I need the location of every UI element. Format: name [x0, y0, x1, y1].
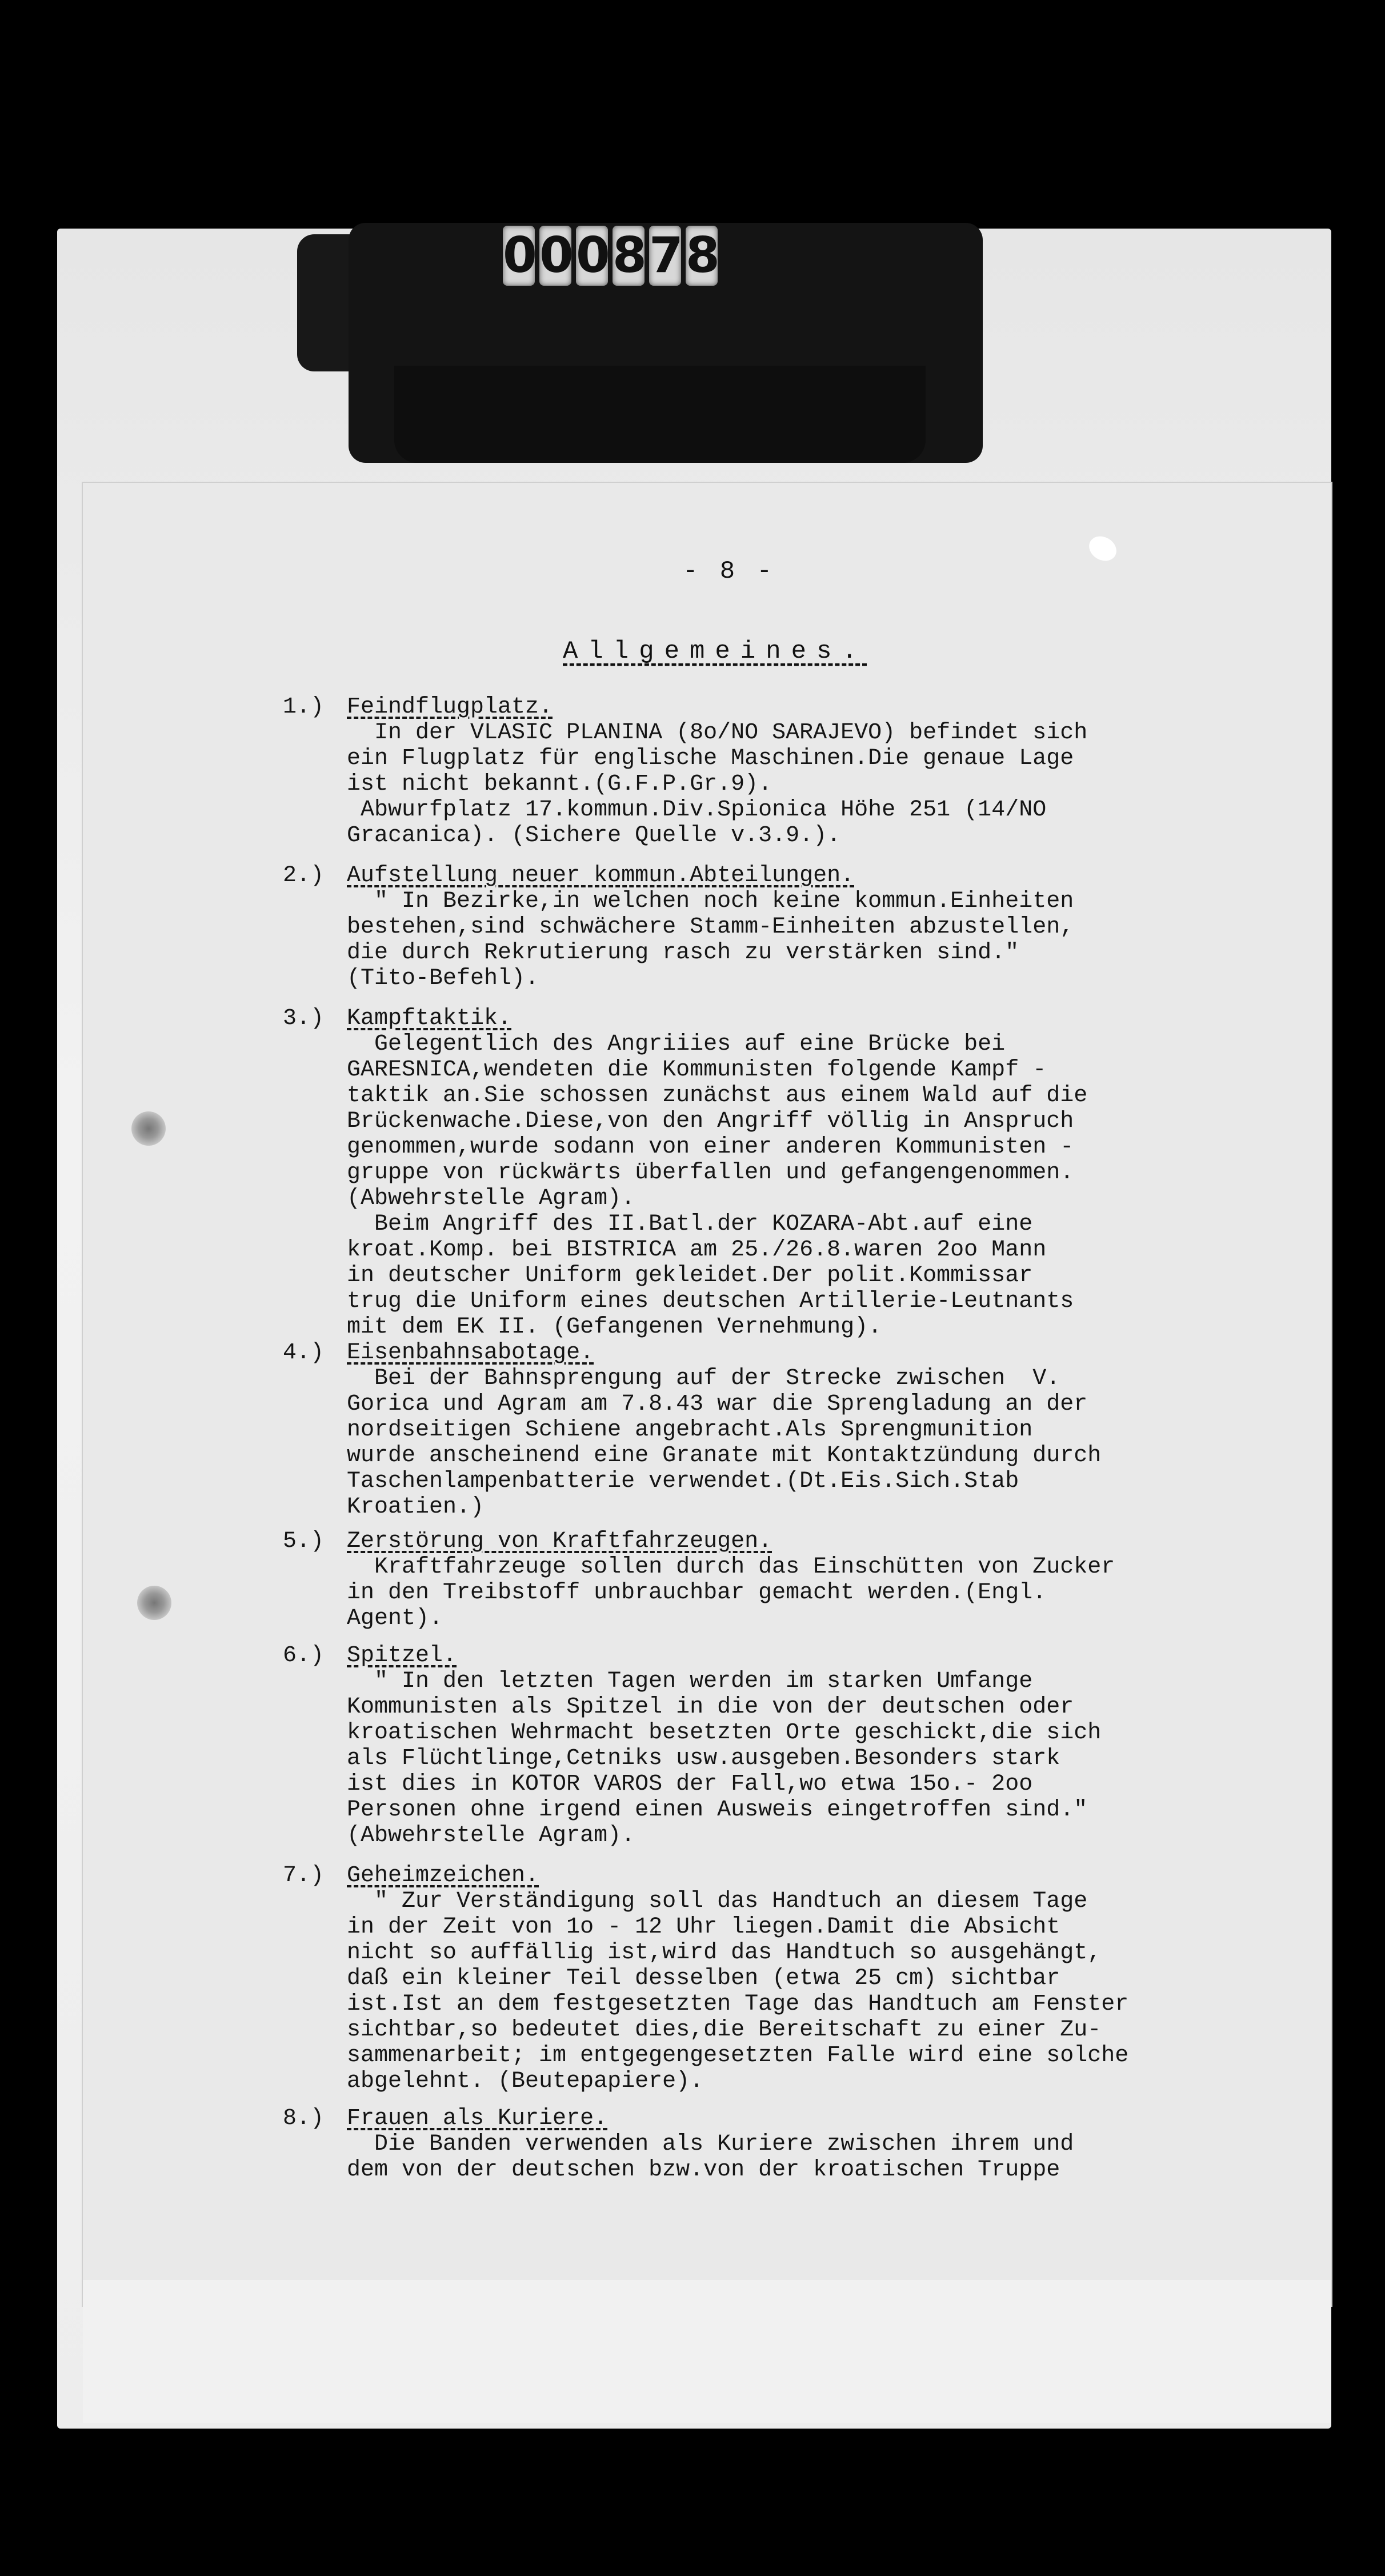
text-line: ein Flugplatz für englische Maschinen.Die genaue Lage — [347, 746, 1074, 771]
text-line: " In Bezirke,in welchen noch keine kommun.Einheiten — [347, 889, 1074, 914]
section-title: Eisenbahnsabotage. — [347, 1340, 594, 1366]
text-line: " Zur Verständigung soll das Handtuch an diesem Tage — [347, 1889, 1088, 1914]
text-line: Gracanica). (Sichere Quelle v.3.9.). — [347, 823, 841, 849]
text-line: Beim Angriff des II.Batl.der KOZARA-Abt.auf eine — [347, 1211, 1033, 1237]
punch-hole — [131, 1111, 166, 1146]
text-line: Kraftfahrzeuge sollen durch das Einschütten von Zucker — [347, 1554, 1115, 1580]
section-number: 4.) — [283, 1340, 325, 1366]
text-line: wurde anscheinend eine Granate mit Kontaktzündung durch — [347, 1443, 1102, 1469]
text-line: Die Banden verwenden als Kuriere zwischen ihrem und — [347, 2131, 1074, 2157]
text-line: nicht so auffällig ist,wird das Handtuch so ausgehängt, — [347, 1940, 1102, 1966]
section-title: Feindflugplatz. — [347, 694, 553, 720]
text-line: ist.Ist an dem festgesetzten Tage das Handtuch am Fenster — [347, 1991, 1129, 2017]
text-line: Agent). — [347, 1606, 443, 1631]
text-line: die durch Rekrutierung rasch zu verstärken sind." — [347, 940, 1019, 966]
section-title: Frauen als Kuriere. — [347, 2106, 608, 2131]
section-body — [347, 1366, 1238, 1520]
counter-digit: 8 — [686, 226, 718, 286]
text-line: Gelegentlich des Angriiies auf eine Brücke bei — [347, 1031, 1006, 1057]
text-line: kroat.Komp. bei BISTRICA am 25./26.8.waren 2oo Mann — [347, 1237, 1047, 1263]
section-body — [347, 1889, 1238, 2094]
section-number: 6.) — [283, 1643, 325, 1669]
text-line: daß ein kleiner Teil desselben (etwa 25 cm) sichtbar — [347, 1966, 1060, 1991]
frame-counter — [503, 226, 718, 289]
text-line: Abwurfplatz 17.kommun.Div.Spionica Höhe 251 (14/NO — [347, 797, 1047, 823]
text-line: kroatischen Wehrmacht besetzten Orte geschickt,die sich — [347, 1720, 1102, 1746]
section-body — [347, 720, 1238, 849]
section-title: Aufstellung neuer kommun.Abteilungen. — [347, 863, 855, 889]
text-line: gruppe von rückwärts überfallen und gefangengenommen. — [347, 1160, 1074, 1186]
section-title: Kampftaktik. — [347, 1006, 512, 1031]
section-number: 1.) — [283, 694, 325, 720]
text-line: nordseitigen Schiene angebracht.Als Sprengmunition — [347, 1417, 1033, 1443]
text-line: sammenarbeit; im entgegengesetzten Falle wird eine solche — [347, 2043, 1129, 2069]
text-line: Kommunisten als Spitzel in die von der deutschen oder — [347, 1694, 1074, 1720]
text-line: trug die Uniform eines deutschen Artillerie-Leutnants — [347, 1289, 1074, 1314]
text-line: mit dem EK II. (Gefangenen Vernehmung). — [347, 1314, 882, 1340]
section-body — [347, 2131, 1238, 2183]
text-line: in deutscher Uniform gekleidet.Der polit.Kommissar — [347, 1263, 1033, 1289]
text-line: (Abwehrstelle Agram). — [347, 1823, 635, 1849]
text-line: in den Treibstoff unbrauchbar gemacht werden.(Engl. — [347, 1580, 1047, 1606]
clamp-foot — [394, 366, 926, 463]
page-lower-strip — [83, 2280, 1331, 2423]
text-line: (Tito-Befehl). — [347, 966, 539, 991]
text-line: abgelehnt. (Beutepapiere). — [347, 2069, 704, 2094]
punch-hole — [137, 1586, 171, 1620]
section-title: Geheimzeichen. — [347, 1863, 539, 1889]
text-line: bestehen,sind schwächere Stamm-Einheiten abzustellen, — [347, 914, 1074, 940]
text-line: Brückenwache.Diese,von den Angriff völlig in Anspruch — [347, 1109, 1074, 1134]
section-title: Spitzel. — [347, 1643, 457, 1669]
section-number: 5.) — [283, 1529, 325, 1554]
text-line: taktik an.Sie schossen zunächst aus einem Wald auf die — [347, 1083, 1088, 1109]
text-line: In der VLASIC PLANINA (8o/NO SARAJEVO) befindet sich — [347, 720, 1088, 746]
text-line: GARESNICA,wendeten die Kommunisten folgende Kampf - — [347, 1057, 1047, 1083]
text-line: ist dies in KOTOR VAROS der Fall,wo etwa 15o.- 2oo — [347, 1771, 1033, 1797]
section-number: 7.) — [283, 1863, 325, 1889]
text-line: Personen ohne irgend einen Ausweis eingetroffen sind." — [347, 1797, 1088, 1823]
text-line: ist nicht bekannt.(G.F.P.Gr.9). — [347, 771, 772, 797]
section-body — [347, 1554, 1238, 1631]
counter-digit: 7 — [649, 226, 681, 286]
section-body — [347, 1669, 1238, 1849]
page-number: - 8 - — [683, 557, 776, 586]
text-line: als Flüchtlinge,Cetniks usw.ausgeben.Besonders stark — [347, 1746, 1060, 1771]
section-body — [347, 1031, 1238, 1340]
section-number: 8.) — [283, 2106, 325, 2131]
text-line: (Abwehrstelle Agram). — [347, 1186, 635, 1211]
page-heading: Allgemeines. — [563, 637, 867, 666]
counter-digit: 0 — [503, 226, 535, 286]
text-line: Taschenlampenbatterie verwendet.(Dt.Eis.Sich.Stab — [347, 1469, 1019, 1494]
section-body — [347, 889, 1238, 991]
text-line: dem von der deutschen bzw.von der kroatischen Truppe — [347, 2157, 1060, 2183]
counter-digit: 0 — [539, 226, 571, 286]
text-line: " In den letzten Tagen werden im starken Umfange — [347, 1669, 1033, 1694]
text-line: genommen,wurde sodann von einer anderen Kommunisten - — [347, 1134, 1074, 1160]
section-title: Zerstörung von Kraftfahrzeugen. — [347, 1529, 772, 1554]
text-line: in der Zeit von 1o - 12 Uhr liegen.Damit die Absicht — [347, 1914, 1060, 1940]
text-line: Kroatien.) — [347, 1494, 485, 1520]
counter-digit: 8 — [613, 226, 645, 286]
text-line: sichtbar,so bedeutet dies,die Bereitschaft zu einer Zu- — [347, 2017, 1102, 2043]
text-line: Bei der Bahnsprengung auf der Strecke zwischen V. — [347, 1366, 1060, 1391]
counter-digit: 0 — [576, 226, 608, 286]
section-number: 3.) — [283, 1006, 325, 1031]
film-border-top — [0, 0, 1385, 217]
section-number: 2.) — [283, 863, 325, 889]
text-line: Gorica und Agram am 7.8.43 war die Sprengladung an der — [347, 1391, 1088, 1417]
